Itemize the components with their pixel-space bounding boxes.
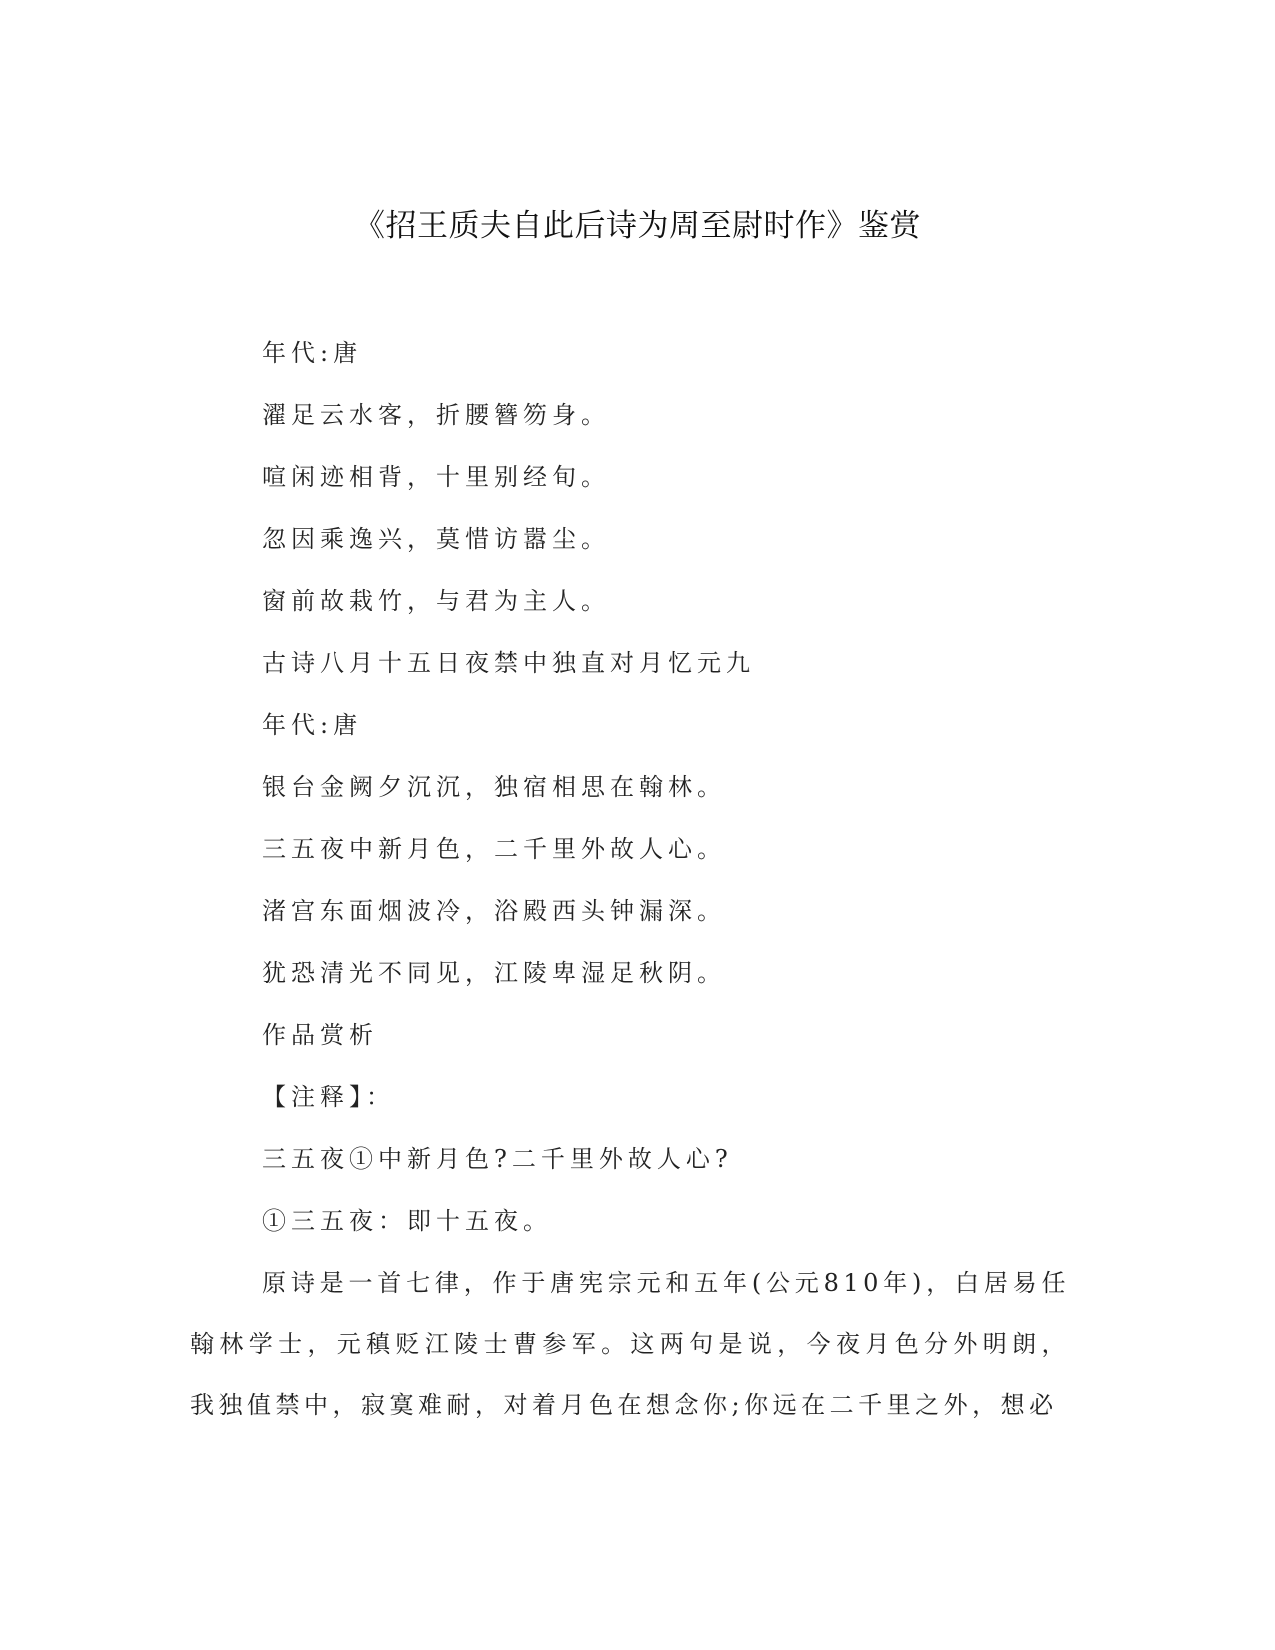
commentary-paragraph: 原诗是一首七律，作于唐宪宗元和五年(公元810年)，白居易任翰林学士，元稹贬江陵士曹参军。这两句是说，今夜月色分外明朗，我独值禁中，寂寞难耐，对着月色在想念你;你远在二千里之外，想必 <box>190 1269 1070 1419</box>
poem-line: 濯足云水客，折腰簪笏身。 <box>262 401 610 429</box>
poem-heading: 古诗八月十五日夜禁中独直对月忆元九 <box>262 649 755 677</box>
document-body <box>190 322 1070 1436</box>
poem-line: 银台金阙夕沉沉，独宿相思在翰林。 <box>262 773 726 801</box>
section-heading: 作品赏析 <box>262 1021 378 1049</box>
poem-line: 窗前故栽竹，与君为主人。 <box>262 587 610 615</box>
note-line: ①三五夜：即十五夜。 <box>262 1207 552 1235</box>
poem-line: 三五夜中新月色，二千里外故人心。 <box>262 835 726 863</box>
document-title: 《招王质夫自此后诗为周至尉时作》鉴赏 <box>354 208 921 244</box>
poem-line: 犹恐清光不同见，江陵卑湿足秋阴。 <box>262 959 726 987</box>
text-line: 年代:唐 <box>262 339 363 367</box>
poem-line: 渚宫东面烟波冷，浴殿西头钟漏深。 <box>262 897 726 925</box>
notes-heading: 【注释】： <box>262 1083 395 1111</box>
poem-line: 忽因乘逸兴，莫惜访嚣尘。 <box>262 525 610 553</box>
poem-line: 喧闲迹相背，十里别经旬。 <box>262 463 610 491</box>
text-line: 年代:唐 <box>262 711 363 739</box>
note-line: 三五夜①中新月色?二千里外故人心? <box>262 1145 733 1173</box>
